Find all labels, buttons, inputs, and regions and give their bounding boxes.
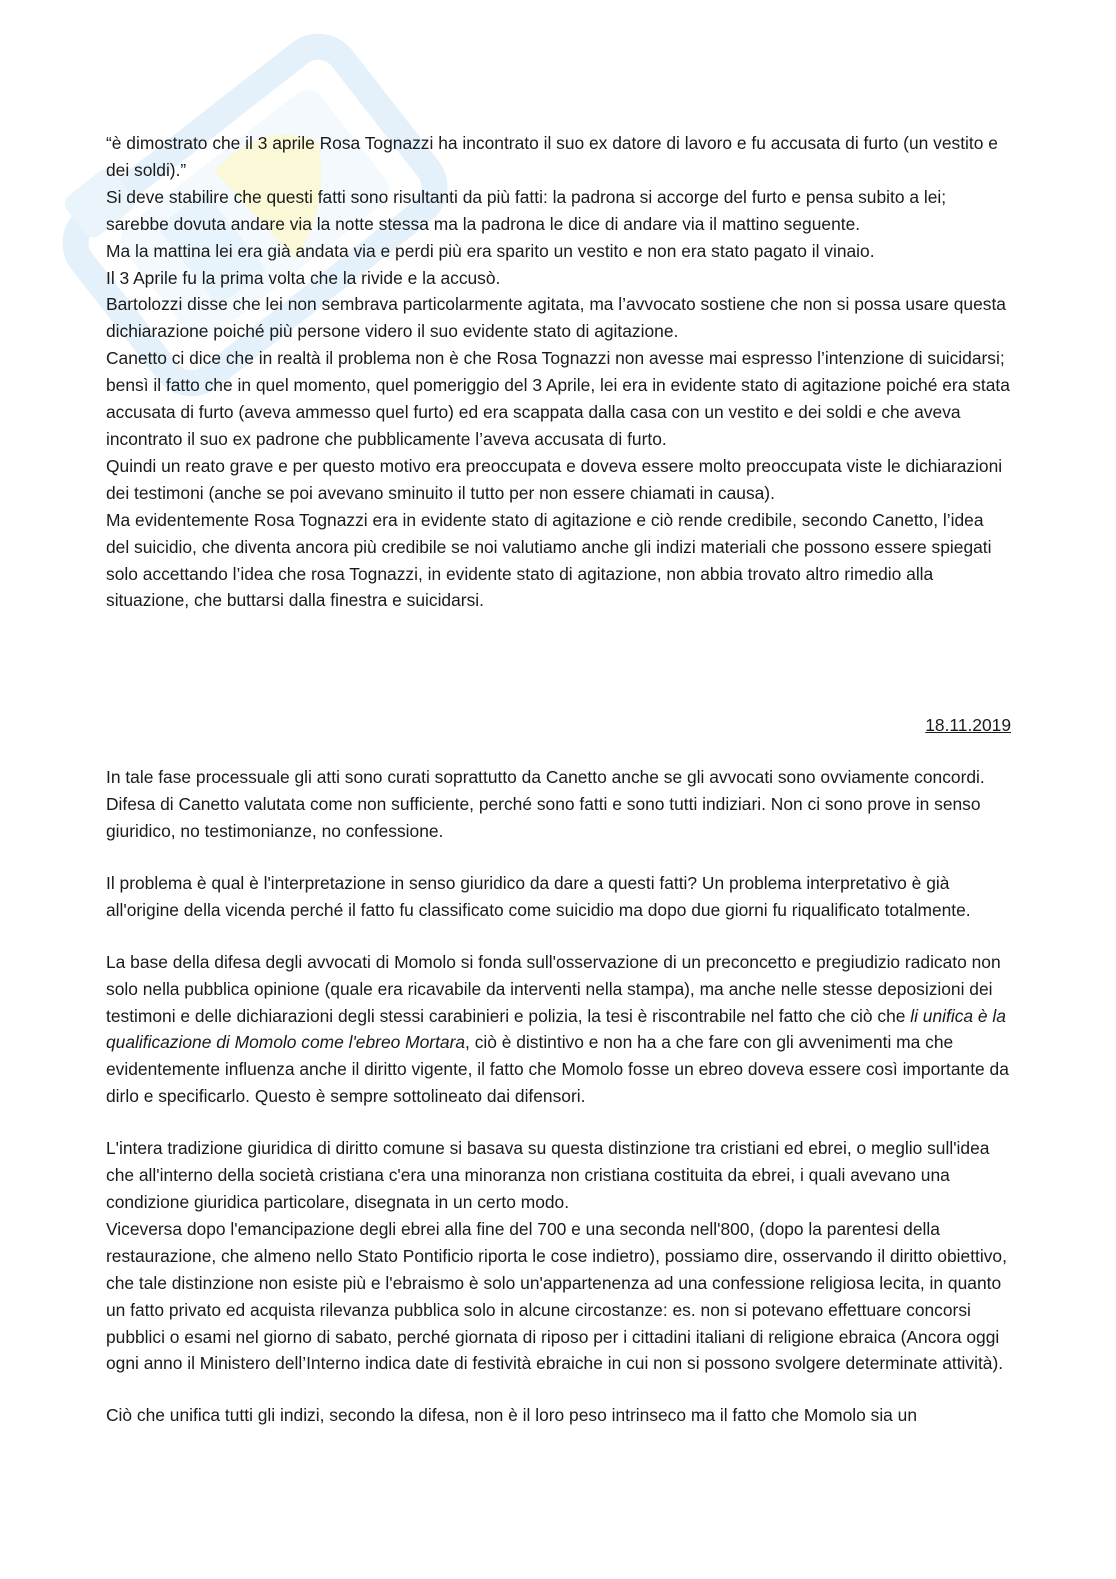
paragraph-defense — [106, 949, 1011, 1110]
paragraph-bartolozzi: Bartolozzi disse che lei non sembrava particolarmente agitata, ma l’avvocato sostiene che non si possa usare questa dichiarazione poiché più persone videro il suo evidente stato di agitazione. — [106, 294, 1006, 342]
paragraph-unify: Ciò che unifica tutti gli indizi, secondo la difesa, non è il loro peso intrinseco ma il fatto che Momolo sia un — [106, 1405, 918, 1426]
document-body — [106, 130, 1011, 1429]
defense-text-end: , ciò è distintivo e non ha a che fare con gli avvenimenti ma che evidentemente influenza anche il diritto vigente, il fatto che Momolo fosse un ebreo doveva essere così importante da dirlo e specificarlo. Questo è sempre sottolineato dai difensori. — [106, 1032, 1009, 1107]
paragraph-problem: Il problema è qual è l'interpretazione in senso giuridico da dare a questi fatti? Un problema interpretativo è già all'origine della vicenda perché il fatto fu classificato come suicidio ma dopo due giorni fu riqualificato totalmente. — [106, 872, 971, 920]
defense-text-start: La base della difesa degli avvocati di Momolo si fonda sull'osservazione di un preconcetto e pregiudizio radicato non solo nella pubblica opinione (quale era ricavabile da interventi nella stampa), ma anche nelle stesse deposizioni dei testimoni e delle dichiarazioni degli stessi carabinieri e polizia, la tesi è riscontrabile nel fatto che ciò che — [106, 951, 1001, 1026]
paragraph-tradition: L'intera tradizione giuridica di diritto comune si basava su questa distinzione tra cristiani ed ebrei, o meglio sull'idea che all'interno della società cristiana c'era una minoranza non cristiana costituita da ebrei, i quali avevano una condizione giuridica particolare, disegnata in un certo modo. — [106, 1138, 990, 1212]
paragraph-crime: Quindi un reato grave e per questo motivo era preoccupata e doveva essere molto preoccupata viste le dichiarazioni dei testimoni (anche se poi avevano sminuito il tutto per non essere chiamati in causa). — [106, 455, 1003, 503]
paragraph-canetto: Canetto ci dice che in realtà il problema non è che Rosa Tognazzi non avesse mai espresso l’intenzione di suicidarsi; bensì il fatto che in quel momento, quel pomeriggio del 3 Aprile, lei era in evidente stato di agitazione poiché era stata accusata di furto (aveva ammesso quel furto) ed era scappata dalla casa con un vestito e dei soldi e che aveva incontrato il suo ex padrone che pubblicamente l’aveva accusata di furto. — [106, 348, 1010, 449]
paragraph-april: Il 3 Aprile fu la prima volta che la rivide e la accusò. — [106, 267, 501, 288]
paragraph-phase: In tale fase processuale gli atti sono curati soprattutto da Canetto anche se gli avvocati sono ovviamente concordi. Difesa di Canetto valutata come non sufficiente, perché sono fatti e sono tutti indiziari. Non ci sono prove in senso giuridico, no testimonianze, no confessione. — [106, 767, 985, 842]
paragraph-facts: Si deve stabilire che questi fatti sono risultanti da più fatti: la padrona si accorge del furto e pensa subito a lei; sarebbe dovuta andare via la notte stessa ma la padrona le dice di andare via il mattino seguente. — [106, 186, 947, 234]
paragraph-suicide: Ma evidentemente Rosa Tognazzi era in evidente stato di agitazione e ciò rende credibile, secondo Canetto, l’idea del suicidio, che diventa ancora più credibile se noi valutiamo anche gli indizi materiali che possono essere spiegati solo accettando l’idea che rosa Tognazzi, in evidente stato di agitazione, non abbia trovato altro rimedio alla situazione, che buttarsi dalla finestra e suicidarsi. — [106, 509, 992, 611]
defense-text-italic: li unifica è la qualificazione di Momolo come l'ebreo Mortara — [106, 1005, 1006, 1053]
paragraph-morning: Ma la mattina lei era già andata via e perdi più era sparito un vestito e non era stato pagato il vinaio. — [106, 240, 875, 261]
paragraph-emancipation: Viceversa dopo l'emancipazione degli ebrei alla fine del 700 e una seconda nell'800, (dopo la parentesi della restaurazione, che almeno nello Stato Pontificio riporta le cose indietro), possiamo dire, osservando il diritto obiettivo, che tale distinzione non esiste più e l'ebraismo è solo un'appartenenza ad una confessione religiosa lecita, in quanto un fatto privato ed acquista rilevanza pubblica solo in alcune circostanze: es. non si potevano effettuare concorsi pubblici o esami nel giorno di sabato, perché giornata di riposo per i cittadini italiani di religione ebraica (Ancora oggi ogni anno il Ministero dell’Interno indica date di festività ebraiche in cui non si possono svolgere determinate attività). — [106, 1218, 1007, 1374]
date-heading: 18.11.2019 — [925, 715, 1011, 736]
paragraph-quote: “è dimostrato che il 3 aprile Rosa Tognazzi ha incontrato il suo ex datore di lavoro e fu accusata di furto (un vestito e dei soldi).” — [106, 133, 998, 180]
